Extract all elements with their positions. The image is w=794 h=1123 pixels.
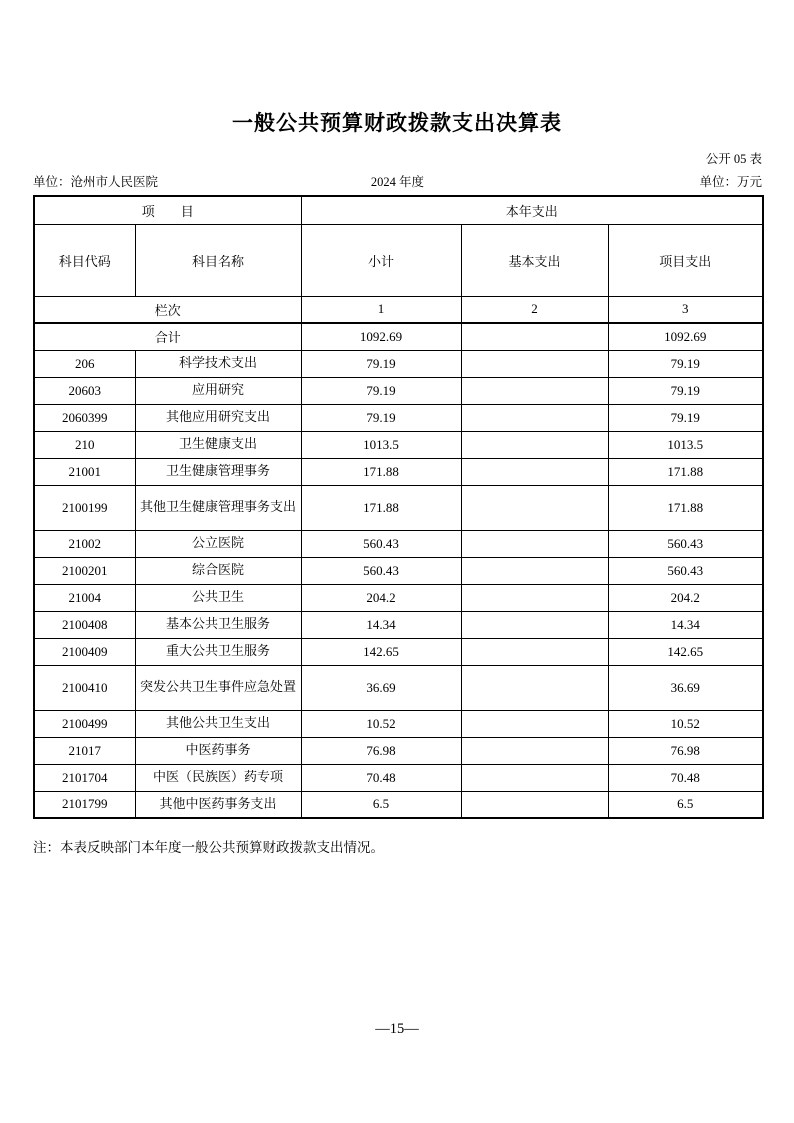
table-row (34, 431, 763, 458)
cell-project: 6.5 (608, 791, 763, 818)
table-row (34, 485, 763, 530)
cell-name: 重大公共卫生服务 (135, 638, 301, 665)
table-row (34, 458, 763, 485)
header-col-code: 科目代码 (34, 224, 135, 296)
cell-project: 1013.5 (608, 431, 763, 458)
cell-code: 2100499 (34, 710, 135, 737)
table-row (34, 350, 763, 377)
cell-code: 21002 (34, 530, 135, 557)
cell-project: 36.69 (608, 665, 763, 710)
cell-basic (461, 377, 608, 404)
cell-code: 2101799 (34, 791, 135, 818)
cell-name: 其他中医药事务支出 (135, 791, 301, 818)
cell-code: 2100410 (34, 665, 135, 710)
cell-project: 142.65 (608, 638, 763, 665)
table-row (34, 611, 763, 638)
table-row (34, 530, 763, 557)
unit-name: 单位：沧州市人民医院 (33, 175, 159, 189)
cell-basic (461, 584, 608, 611)
header-col-subtotal: 小计 (301, 224, 461, 296)
cell-name: 科学技术支出 (135, 350, 301, 377)
cell-subtotal: 14.34 (301, 611, 461, 638)
header-col-basic: 基本支出 (461, 224, 608, 296)
header-column-row (34, 224, 763, 296)
table-row (34, 764, 763, 791)
cell-code: 20603 (34, 377, 135, 404)
cell-basic (461, 791, 608, 818)
cell-project: 79.19 (608, 404, 763, 431)
cell-code: 2100201 (34, 557, 135, 584)
cell-code: 210 (34, 431, 135, 458)
lanci-2: 2 (461, 296, 608, 323)
table-row (34, 377, 763, 404)
cell-name: 卫生健康管理事务 (135, 458, 301, 485)
cell-subtotal: 79.19 (301, 377, 461, 404)
table-meta-row (33, 172, 762, 190)
currency-unit: 单位：万元 (699, 175, 762, 189)
cell-code: 2060399 (34, 404, 135, 431)
cell-subtotal: 70.48 (301, 764, 461, 791)
cell-code: 21001 (34, 458, 135, 485)
lanci-label: 栏次 (34, 296, 301, 323)
cell-project: 70.48 (608, 764, 763, 791)
total-label: 合计 (34, 323, 301, 350)
cell-basic (461, 431, 608, 458)
cell-subtotal: 171.88 (301, 458, 461, 485)
cell-name: 综合医院 (135, 557, 301, 584)
cell-project: 560.43 (608, 557, 763, 584)
table-row (34, 404, 763, 431)
cell-project: 204.2 (608, 584, 763, 611)
cell-project: 171.88 (608, 458, 763, 485)
cell-project: 171.88 (608, 485, 763, 530)
cell-name: 突发公共卫生事件应急处置 (135, 665, 301, 710)
cell-name: 公立医院 (135, 530, 301, 557)
table-row (34, 557, 763, 584)
fiscal-year: 2024 年度 (370, 175, 425, 189)
cell-code: 21017 (34, 737, 135, 764)
cell-basic (461, 404, 608, 431)
cell-project: 79.19 (608, 350, 763, 377)
table-row (34, 665, 763, 710)
cell-name: 其他公共卫生支出 (135, 710, 301, 737)
total-basic (461, 323, 608, 350)
content-area (33, 149, 762, 856)
report-title: 一般公共预算财政拨款支出决算表 (232, 112, 562, 135)
table-row (34, 584, 763, 611)
cell-basic (461, 485, 608, 530)
table-number: 公开 05 表 (705, 152, 762, 166)
table-note: 注：本表反映部门本年度一般公共预算财政拨款支出情况。 (33, 840, 384, 855)
total-subtotal: 1092.69 (301, 323, 461, 350)
expenditure-table (33, 195, 764, 819)
cell-subtotal: 10.52 (301, 710, 461, 737)
cell-subtotal: 560.43 (301, 557, 461, 584)
cell-basic (461, 350, 608, 377)
cell-basic (461, 611, 608, 638)
header-group-row (34, 196, 763, 224)
total-row (34, 323, 763, 350)
header-col-project: 项目支出 (608, 224, 763, 296)
cell-basic (461, 710, 608, 737)
cell-subtotal: 79.19 (301, 350, 461, 377)
cell-code: 21004 (34, 584, 135, 611)
lanci-3: 3 (608, 296, 763, 323)
header-item-group: 项 目 (34, 196, 301, 224)
table-row (34, 638, 763, 665)
cell-basic (461, 764, 608, 791)
cell-basic (461, 665, 608, 710)
cell-name: 公共卫生 (135, 584, 301, 611)
cell-name: 其他卫生健康管理事务支出 (135, 485, 301, 530)
cell-subtotal: 142.65 (301, 638, 461, 665)
cell-subtotal: 1013.5 (301, 431, 461, 458)
cell-project: 560.43 (608, 530, 763, 557)
total-project: 1092.69 (608, 323, 763, 350)
cell-project: 79.19 (608, 377, 763, 404)
cell-project: 10.52 (608, 710, 763, 737)
cell-code: 2100408 (34, 611, 135, 638)
page-number: —15— (375, 1021, 419, 1037)
header-col-name: 科目名称 (135, 224, 301, 296)
cell-basic (461, 737, 608, 764)
cell-subtotal: 76.98 (301, 737, 461, 764)
column-index-row (34, 296, 763, 323)
header-year-expense: 本年支出 (301, 196, 763, 224)
cell-code: 206 (34, 350, 135, 377)
cell-name: 中医（民族医）药专项 (135, 764, 301, 791)
table-row (34, 791, 763, 818)
cell-basic (461, 557, 608, 584)
cell-code: 2100409 (34, 638, 135, 665)
cell-name: 基本公共卫生服务 (135, 611, 301, 638)
cell-subtotal: 6.5 (301, 791, 461, 818)
table-row (34, 710, 763, 737)
cell-name: 其他应用研究支出 (135, 404, 301, 431)
cell-project: 76.98 (608, 737, 763, 764)
cell-code: 2100199 (34, 485, 135, 530)
cell-subtotal: 79.19 (301, 404, 461, 431)
cell-code: 2101704 (34, 764, 135, 791)
cell-basic (461, 458, 608, 485)
cell-subtotal: 560.43 (301, 530, 461, 557)
cell-name: 中医药事务 (135, 737, 301, 764)
cell-basic (461, 638, 608, 665)
cell-basic (461, 530, 608, 557)
cell-name: 卫生健康支出 (135, 431, 301, 458)
cell-subtotal: 36.69 (301, 665, 461, 710)
lanci-1: 1 (301, 296, 461, 323)
table-row (34, 737, 763, 764)
cell-project: 14.34 (608, 611, 763, 638)
cell-subtotal: 204.2 (301, 584, 461, 611)
cell-subtotal: 171.88 (301, 485, 461, 530)
cell-name: 应用研究 (135, 377, 301, 404)
